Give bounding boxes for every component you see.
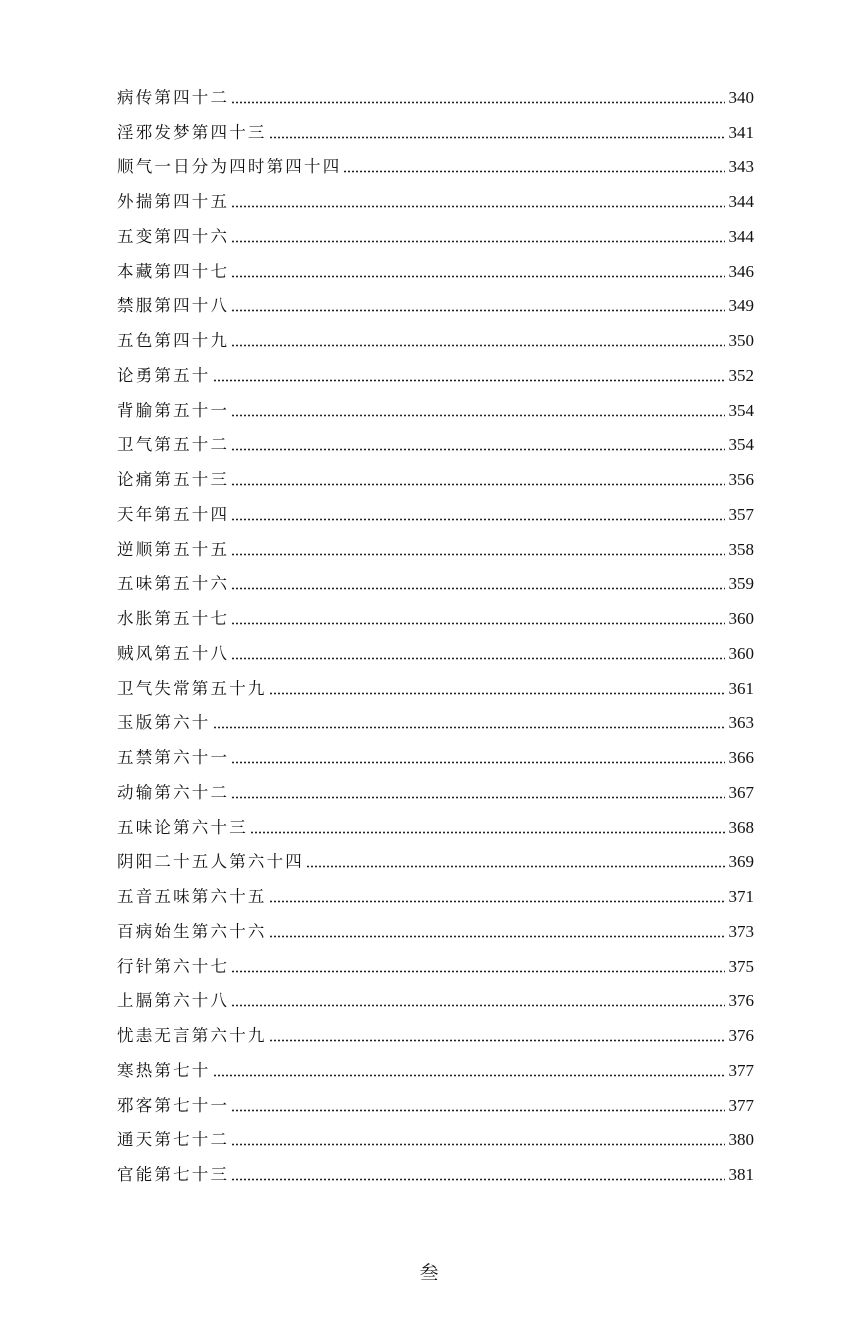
dot-leader <box>231 622 724 625</box>
dot-leader <box>231 657 724 660</box>
toc-entry-page: 366 <box>728 748 754 767</box>
dot-leader <box>231 240 724 243</box>
toc-entry[interactable] <box>117 810 754 845</box>
toc-entry[interactable] <box>117 323 754 358</box>
toc-entry[interactable] <box>117 740 754 775</box>
toc-entry-page: 350 <box>728 331 754 350</box>
dot-leader <box>213 1074 725 1077</box>
toc-entry-title: 五禁第六十一 <box>117 748 230 767</box>
toc-entry[interactable] <box>117 393 754 428</box>
toc-entry-title: 顺气一日分为四时第四十四 <box>117 157 342 177</box>
toc-entry-title: 背腧第五十一 <box>117 400 230 420</box>
dot-leader <box>231 1109 724 1112</box>
toc-entry[interactable] <box>117 289 754 324</box>
dot-leader <box>343 170 724 173</box>
toc-entry[interactable] <box>117 1053 754 1088</box>
toc-entry[interactable] <box>117 879 754 914</box>
toc-entry-page: 369 <box>728 852 754 872</box>
toc-entry-page: 371 <box>728 887 754 906</box>
toc-entry-page: 375 <box>728 956 754 976</box>
toc-entry[interactable] <box>117 1018 754 1053</box>
toc-entry-title: 邪客第七十一 <box>117 1095 230 1115</box>
toc-entry[interactable] <box>117 949 754 984</box>
dot-leader <box>269 1039 725 1042</box>
toc-entry[interactable] <box>117 462 754 497</box>
toc-entry-page: 377 <box>728 1095 754 1115</box>
toc-entry[interactable] <box>117 254 754 289</box>
toc-entry-title: 贼风第五十八 <box>117 643 230 663</box>
toc-entry-page: 360 <box>728 609 754 628</box>
dot-leader <box>231 483 724 486</box>
toc-entry-title: 玉版第六十 <box>117 713 211 733</box>
toc-entry-page: 376 <box>728 991 754 1011</box>
toc-entry-page: 363 <box>728 713 754 733</box>
dot-leader <box>269 900 725 903</box>
dot-leader <box>231 518 724 521</box>
toc-entry-title: 卫气第五十二 <box>117 435 230 455</box>
toc-entry[interactable] <box>117 358 754 393</box>
dot-leader <box>231 1143 724 1146</box>
toc-entry-page: 349 <box>728 296 754 316</box>
toc-entry[interactable] <box>117 150 754 185</box>
toc-entry[interactable] <box>117 671 754 706</box>
toc-entry[interactable] <box>117 80 754 115</box>
toc-entry[interactable] <box>117 845 754 880</box>
toc-entry-page: 368 <box>728 817 754 837</box>
toc-entry[interactable] <box>117 1088 754 1123</box>
toc-entry[interactable] <box>117 636 754 671</box>
toc-entry-page: 344 <box>728 192 754 211</box>
dot-leader <box>231 587 724 590</box>
toc-entry-page: 361 <box>728 678 754 698</box>
toc-entry-title: 外揣第四十五 <box>117 192 230 211</box>
table-of-contents <box>117 80 754 1192</box>
dot-leader <box>231 448 724 451</box>
toc-entry-title: 上膈第六十八 <box>117 991 230 1011</box>
toc-entry-title: 天年第五十四 <box>117 504 230 524</box>
dot-leader <box>231 796 724 799</box>
dot-leader <box>231 1004 724 1007</box>
toc-entry-page: 359 <box>728 574 754 594</box>
dot-leader <box>231 1178 724 1181</box>
toc-entry-title: 动输第六十二 <box>117 782 230 802</box>
dot-leader <box>231 553 724 556</box>
toc-entry[interactable] <box>117 567 754 602</box>
toc-entry-title: 五音五味第六十五 <box>117 887 267 906</box>
toc-entry-title: 阴阳二十五人第六十四 <box>117 852 304 872</box>
toc-entry-title: 通天第七十二 <box>117 1130 230 1150</box>
dot-leader <box>231 414 724 417</box>
toc-entry-title: 百病始生第六十六 <box>117 921 267 941</box>
dot-leader <box>231 970 724 973</box>
toc-entry-page: 354 <box>728 435 754 455</box>
toc-entry[interactable] <box>117 706 754 741</box>
toc-entry-page: 377 <box>728 1060 754 1080</box>
toc-entry-title: 论勇第五十 <box>117 365 211 385</box>
toc-entry-page: 343 <box>728 157 754 177</box>
toc-entry[interactable] <box>117 775 754 810</box>
dot-leader <box>231 205 724 208</box>
dot-leader <box>231 344 724 347</box>
toc-entry-page: 341 <box>728 122 754 142</box>
toc-entry[interactable] <box>117 984 754 1019</box>
dot-leader <box>306 865 725 868</box>
dot-leader <box>269 692 725 695</box>
toc-entry-title: 忧恚无言第六十九 <box>117 1026 267 1045</box>
toc-entry-title: 水胀第五十七 <box>117 609 230 628</box>
toc-entry[interactable] <box>117 1157 754 1192</box>
toc-entry-page: 360 <box>728 643 754 663</box>
dot-leader <box>269 136 725 139</box>
toc-entry-title: 本藏第四十七 <box>117 261 230 281</box>
dot-leader <box>269 935 725 938</box>
toc-entry-title: 官能第七十三 <box>117 1165 230 1184</box>
toc-entry-page: 376 <box>728 1026 754 1045</box>
toc-entry-page: 344 <box>728 226 754 246</box>
toc-entry[interactable] <box>117 219 754 254</box>
toc-entry-page: 354 <box>728 400 754 420</box>
toc-entry-title: 五味第五十六 <box>117 574 230 594</box>
toc-entry-title: 五味论第六十三 <box>117 817 248 837</box>
toc-entry[interactable] <box>117 1123 754 1158</box>
toc-entry-title: 逆顺第五十五 <box>117 539 230 559</box>
toc-entry[interactable] <box>117 497 754 532</box>
toc-entry-title: 病传第四十二 <box>117 87 230 107</box>
page-number: 叁 <box>419 1262 439 1284</box>
dot-leader <box>231 101 724 104</box>
toc-entry-title: 论痛第五十三 <box>117 470 230 489</box>
toc-entry-page: 357 <box>728 504 754 524</box>
toc-entry-page: 346 <box>728 261 754 281</box>
dot-leader <box>250 831 725 834</box>
toc-entry[interactable] <box>117 184 754 219</box>
toc-entry[interactable] <box>117 914 754 949</box>
toc-entry-page: 358 <box>728 539 754 559</box>
toc-entry-title: 卫气失常第五十九 <box>117 678 267 698</box>
toc-entry-title: 五变第四十六 <box>117 226 230 246</box>
toc-entry-title: 淫邪发梦第四十三 <box>117 122 267 142</box>
toc-entry-page: 356 <box>728 470 754 489</box>
toc-entry-title: 禁服第四十八 <box>117 296 230 316</box>
toc-entry-page: 352 <box>728 365 754 385</box>
toc-entry[interactable] <box>117 428 754 463</box>
toc-entry[interactable] <box>117 532 754 567</box>
toc-entry-page: 340 <box>728 87 754 107</box>
toc-entry-page: 367 <box>728 782 754 802</box>
dot-leader <box>231 309 724 312</box>
toc-entry[interactable] <box>117 115 754 150</box>
dot-leader <box>213 726 725 729</box>
toc-entry-page: 380 <box>728 1130 754 1150</box>
toc-entry[interactable] <box>117 601 754 636</box>
toc-entry-title: 五色第四十九 <box>117 331 230 350</box>
toc-entry-page: 373 <box>728 921 754 941</box>
toc-entry-title: 行针第六十七 <box>117 956 230 976</box>
dot-leader <box>231 275 724 278</box>
dot-leader <box>213 379 725 382</box>
dot-leader <box>231 761 724 764</box>
toc-entry-title: 寒热第七十 <box>117 1060 211 1080</box>
toc-entry-page: 381 <box>728 1165 754 1184</box>
